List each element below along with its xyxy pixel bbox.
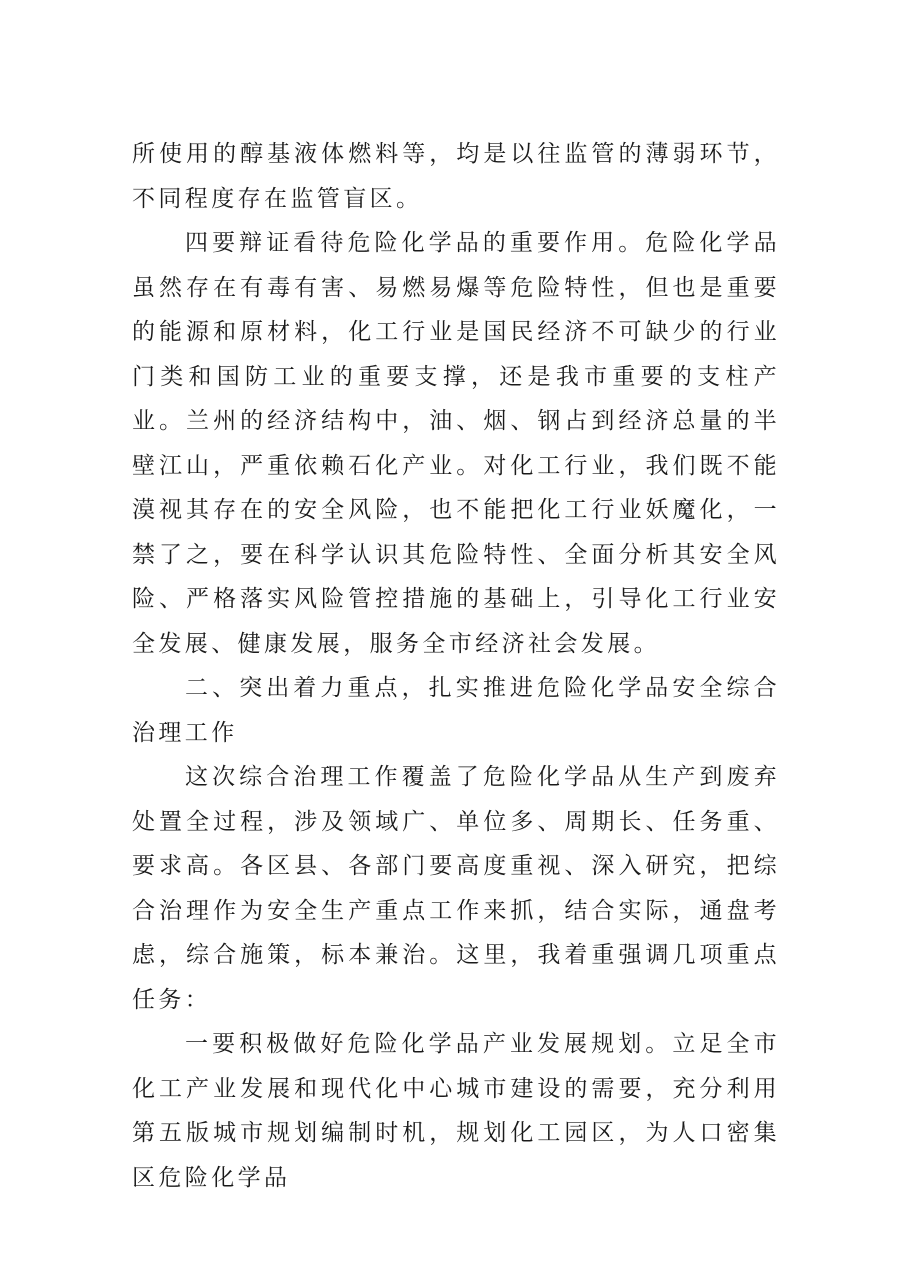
paragraph-point-one: 一要积极做好危险化学品产业发展规划。立足全市化工产业发展和现代化中心城市建设的需要，充分利用第五版城市规划编制时机，规划化工园区，为人口密集区危险化学品: [132, 1031, 780, 1191]
document-body: [132, 132, 780, 1200]
paragraph-continuation: 所使用的醇基液体燃料等，均是以往监管的薄弱环节，不同程度存在监管盲区。: [132, 141, 780, 212]
paragraph-point-four: 四要辩证看待危险化学品的重要作用。危险化学品虽然存在有毒有害、易燃易爆等危险特性，但也是重要的能源和原材料，化工行业是国民经济不可缺少的行业门类和国防工业的重要支撑，还是我市重要的支柱产业。兰州的经济结构中，油、烟、钢占到经济总量的半壁江山，严重依赖石化产业。对化工行业，我们既不能漠视其存在的安全风险，也不能把化工行业妖魔化，一禁了之，要在科学认识其危险特性、全面分析其安全风险、严格落实风险管控措施的基础上，引导化工行业安全发展、健康发展，服务全市经济社会发展。: [132, 230, 780, 657]
paragraph-overview: 这次综合治理工作覆盖了危险化学品从生产到废弃处置全过程，涉及领域广、单位多、周期长、任务重、要求高。各区县、各部门要高度重视、深入研究，把综合治理作为安全生产重点工作来抓，结合实际，通盘考虑，综合施策，标本兼治。这里，我着重强调几项重点任务：: [132, 764, 780, 1013]
section-heading-two: 二、突出着力重点，扎实推进危险化学品安全综合治理工作: [132, 675, 780, 746]
